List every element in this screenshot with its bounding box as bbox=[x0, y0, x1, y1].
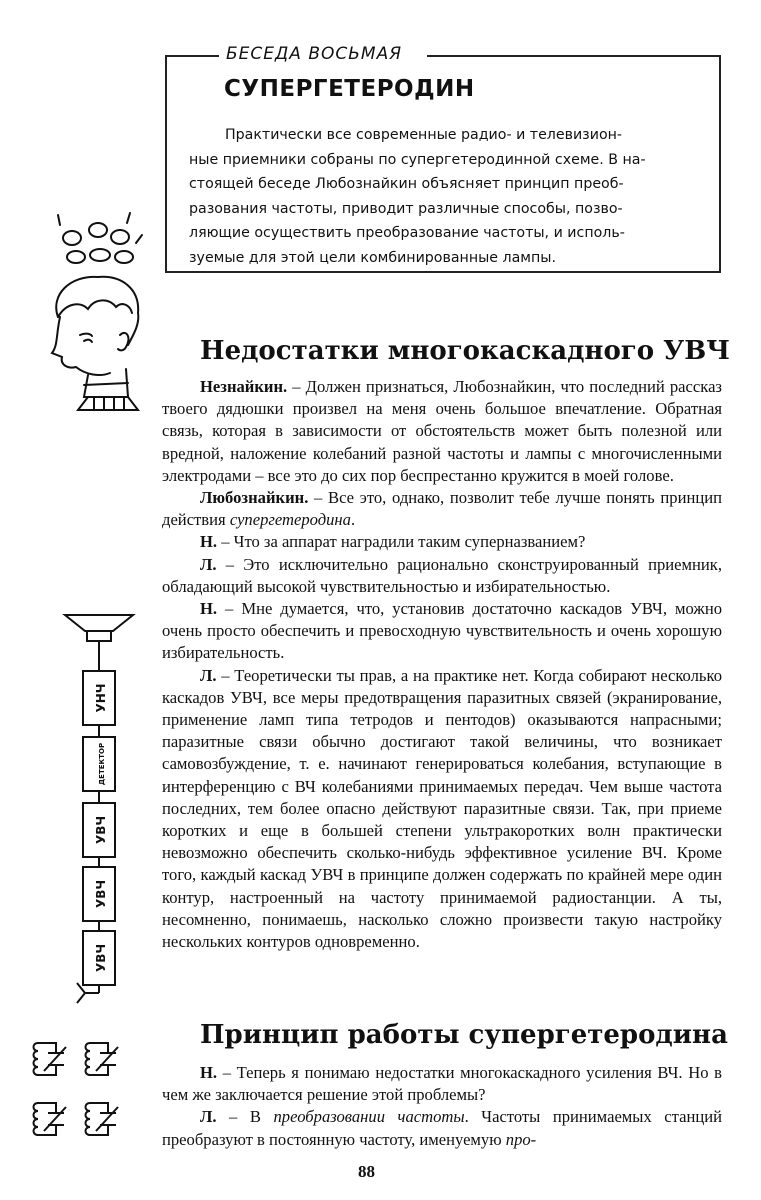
tuned-circuit-icon bbox=[34, 1043, 67, 1075]
intro-line: Практически все современные радио- и телевизион- bbox=[225, 127, 623, 143]
section-heading-uvch-drawbacks: Недостатки многокаскадного УВЧ bbox=[200, 336, 730, 366]
page-number: 88 bbox=[358, 1162, 375, 1181]
dialogue-text: – Мне думается, что, установив достаточно каскадов УВЧ, можно очень просто обеспечить и превосходную чувствительность и очень хорошую избирательность. bbox=[162, 599, 722, 663]
dialogue-text: – Что за аппарат наградили таким суперназванием? bbox=[217, 532, 586, 552]
chapter-title: СУПЕРГЕТЕРОДИН bbox=[224, 76, 475, 102]
speaker-name: Л. bbox=[200, 665, 217, 685]
intro-line: ные приемники собраны по супергетеродинной схеме. В на- bbox=[189, 151, 646, 168]
speaker-name: Н. bbox=[200, 1063, 218, 1082]
speaker-name: Любознайкин. bbox=[200, 488, 309, 508]
dialogue-paragraph bbox=[162, 487, 722, 531]
dialogue-paragraph bbox=[162, 1062, 722, 1106]
loudspeaker-icon bbox=[65, 615, 133, 631]
chapter-intro-text bbox=[189, 123, 699, 270]
intro-line: разования частоты, приводит различные способы, позво- bbox=[189, 200, 623, 217]
speaker-name: Л. bbox=[200, 554, 217, 574]
dialogue-text: преобразовании частоты bbox=[273, 1107, 465, 1127]
block-label-0: УНЧ bbox=[94, 683, 108, 713]
dialogue-text: . bbox=[350, 510, 356, 530]
dialogue-text: – Теперь я понимаю недостатки многокаскадного усиления ВЧ. Но в чем же заключается решение этой проблемы? bbox=[162, 1063, 722, 1105]
intro-line: зуемые для этой цели комбинированные лампы. bbox=[189, 249, 556, 266]
speaker-name: Н. bbox=[200, 599, 218, 619]
section2-body bbox=[162, 1062, 722, 1151]
boy-thinking-illustration bbox=[28, 205, 163, 420]
dialogue-text: – Это исключительно рационально сконструированный приемник, обладающий высокой чувствительностью и избирательностью. bbox=[162, 554, 722, 596]
chapter-label: БЕСЕДА ВОСЬМАЯ bbox=[226, 44, 403, 64]
dialogue-paragraph bbox=[162, 1106, 722, 1150]
dialogue-text: – Теоретически ты прав, а на практике нет. Когда собирают несколько каскадов УВЧ, все меры предотвращения паразитных связей (экранирование, применение ламп типа тетродов и пентодов) оказываются напрасными; паразитные связи обычно достигают такой величины, что возникает самовозбуждение, т. е. начинают генерироваться колебания, вступающие в интерференцию с ВЧ колебаниями принимаемых передач. Чем выше частота последних, тем более опасно действуют паразитные связи. Так, при приеме коротких и еще в большей степени ультракоротких волн практически невозможно обеспечить сколько-нибудь эффективное усиление ВЧ. Кроме того, каждый каскад УВЧ в принципе должен содержать по крайней мере один контур, настроенный на частоту принимаемой радиостанции. А ты, несомненно, понимаешь, насколько сложно произвести такую настройку нескольких контуров одновременно. bbox=[162, 665, 722, 952]
dialogue-text: про- bbox=[505, 1129, 537, 1149]
speaker-name: Л. bbox=[200, 1107, 217, 1127]
dialogue-paragraph bbox=[162, 376, 722, 487]
block-label-3: УВЧ bbox=[94, 879, 108, 909]
dialogue-paragraph bbox=[162, 598, 722, 665]
tuned-circuits-illustration bbox=[30, 1035, 140, 1155]
dialogue-paragraph bbox=[162, 531, 722, 553]
dialogue-paragraph bbox=[162, 665, 722, 954]
dialogue-text: – Все это, однако, позволит тебе лучше понять принцип действия bbox=[162, 488, 722, 530]
speaker-name: Незнайкин. bbox=[200, 377, 288, 396]
block-label-1: ДЕТЕКТОР bbox=[98, 742, 106, 786]
dialogue-text: – Должен признаться, Любознайкин, что последний рассказ твоего дядюшки произвел на меня очень большое впечатление. Обратная связь, которая в зависимости от обстоятельств может быть полезной или вредной, наложение колебаний разной частоты и лампы с многочисленными электродами – все это до сих пор беспрестанно кружится в моей голове. bbox=[162, 377, 722, 485]
intro-line: стоящей беседе Любознайкин объясняет принцип преоб- bbox=[189, 176, 624, 192]
receiver-block-diagram bbox=[55, 605, 155, 1005]
speaker-name: Н. bbox=[200, 532, 218, 552]
intro-line: ляющие осуществить преобразование частоты, и исполь- bbox=[189, 225, 625, 241]
block-label-2: УВЧ bbox=[94, 815, 108, 845]
dialogue-paragraph bbox=[162, 554, 722, 598]
section-heading-superhet-principle: Принцип работы супергетеродина bbox=[200, 1020, 728, 1050]
section1-body bbox=[162, 376, 722, 953]
dialogue-text: супергетеродина bbox=[229, 510, 351, 530]
dialogue-text: – В bbox=[216, 1107, 274, 1127]
chapter-intro bbox=[189, 123, 699, 270]
block-label-4: УВЧ bbox=[94, 943, 108, 973]
dialogue-text: . Частоты принимаемых станций преобразуют в постоянную частоту, именуемую bbox=[162, 1107, 722, 1149]
